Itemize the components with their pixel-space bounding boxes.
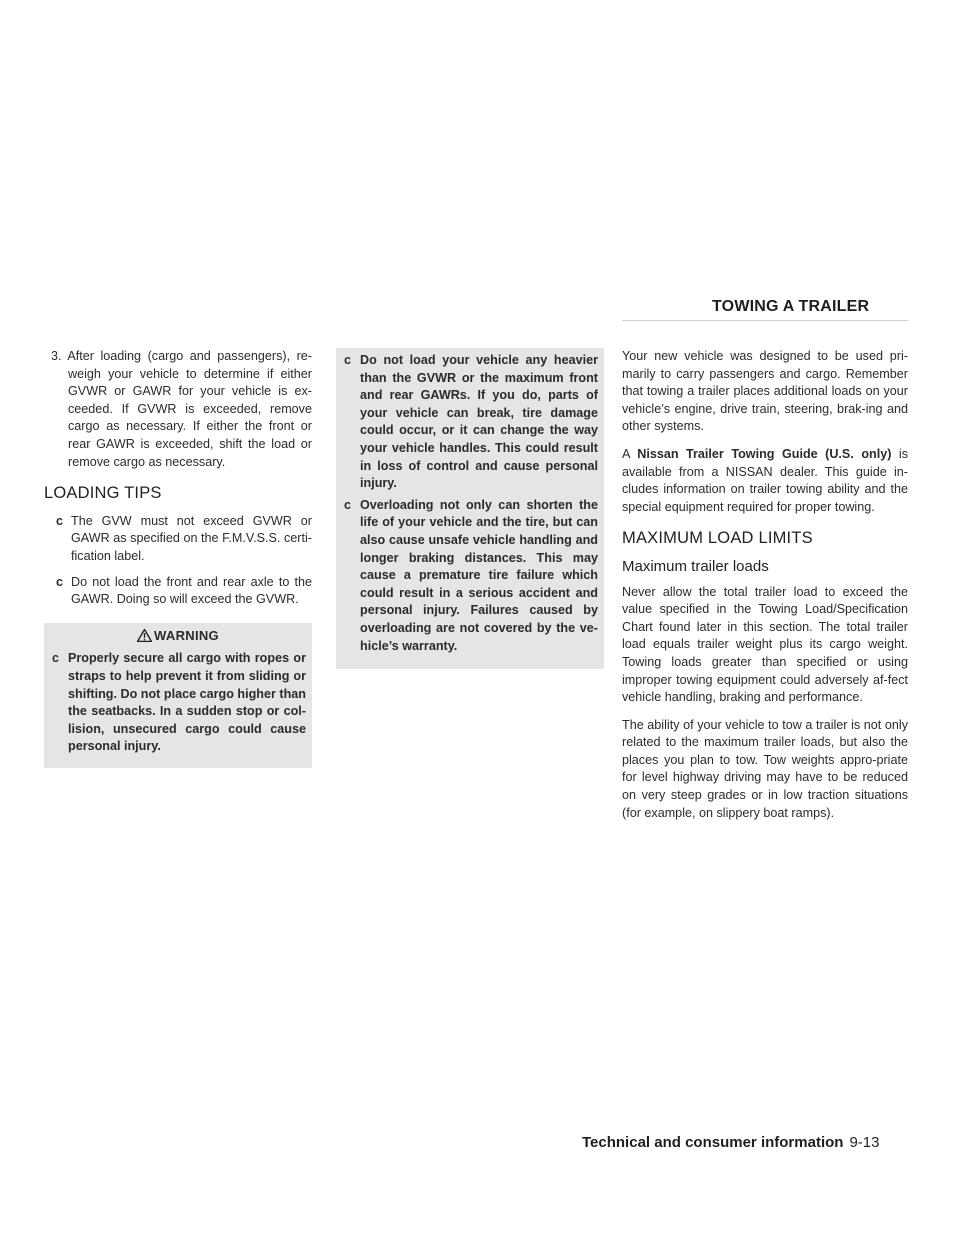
warning-list	[342, 352, 598, 655]
warning-text: Overloading not only can shorten the life of your vehicle and the tire, but can also cause unsafe vehicle handling and longer braking distances. This may cause a premature tire failure which could result in a serious accident and personal injury. Failures caused by overloading are not covered by the ve-hicle’s warranty.	[360, 497, 598, 653]
warning-box	[44, 623, 312, 768]
warning-text: Do not load your vehicle any heavier than the GVWR or the maximum front and rear GAWRs. If you do, parts of your vehicle can break, tire damage could occur, or it can change the way your vehicle handles. This could result in loss of control and cause personal injury.	[360, 353, 598, 491]
list-item	[342, 497, 598, 655]
loading-tips-list	[44, 513, 312, 609]
chapter-title: Technical and consumer information	[582, 1134, 844, 1151]
warning-text: Properly secure all cargo with ropes or straps to help prevent it from sliding or shifting. Do not place cargo higher than the seatbacks. In a sudden stop or col-lision, unsecured cargo could cause personal injury.	[68, 651, 306, 754]
bullet-glyph: c	[52, 651, 60, 666]
body-paragraph: The ability of your vehicle to tow a trailer is not only related to the maximum trailer loads, but also the places you plan to tow. Tow weights appro-priate for level highway driving may have to be reduced on very steep grades or in low traction situations (for example, on slippery boat ramps).	[622, 717, 908, 820]
guide-paragraph	[622, 446, 908, 516]
warning-label: WARNING	[154, 627, 219, 643]
bullet-glyph: c	[344, 497, 352, 512]
tip-text: Do not load the front and rear axle to the GAWR. Doing so will exceed the GVWR.	[71, 574, 312, 607]
left-column	[44, 348, 312, 768]
tip-text: The GVW must not exceed GVWR or GAWR as specified on the F.M.V.S.S. certi-fication label.	[71, 513, 312, 563]
step-3-text: After loading (cargo and passengers), re-weigh your vehicle to determine if either GVWR or GAWR for your vehicle is ex-ceeded. If GVWR is exceeded, remove cargo as necessary. If either the front or rear GAWR is exceeded, shift the load or remove cargo as necessary.	[67, 349, 313, 469]
section-title: TOWING A TRAILER	[712, 298, 870, 315]
bullet-glyph: c	[56, 574, 64, 589]
warning-triangle-icon	[137, 629, 152, 642]
step-3	[44, 348, 312, 471]
middle-column	[336, 348, 604, 669]
guide-rest: is available from a NISSAN dealer. This guide in-cludes information on trailer towing ability and the special equipment required for proper towing.	[622, 446, 908, 514]
loading-tips-heading: LOADING TIPS	[44, 484, 162, 503]
warning-box-continued	[336, 348, 604, 669]
guide-title: Nissan Trailer Towing Guide (U.S. only)	[637, 446, 892, 461]
bullet-glyph: c	[344, 353, 352, 367]
max-load-limits-heading: MAXIMUM LOAD LIMITS	[622, 529, 813, 548]
list-item	[342, 352, 598, 493]
step-3-number: 3.	[51, 349, 62, 363]
list-item	[44, 513, 312, 566]
page-number: 9-13	[849, 1134, 880, 1151]
list-item	[50, 650, 306, 756]
warning-list	[50, 650, 306, 756]
right-column	[622, 348, 908, 832]
body-paragraph: Never allow the total trailer load to exceed the value specified in the Towing Load/Specification Chart found later in this section. The total trailer load equals trailer weight plus its cargo weight. Towing loads greater than specified or using improper towing equipment could adversely af-fect vehicle handling, braking and performance.	[622, 584, 908, 705]
list-item	[44, 574, 312, 609]
page-footer	[582, 1134, 879, 1151]
bullet-glyph: c	[56, 513, 64, 528]
guide-prefix: A	[622, 446, 638, 461]
intro-paragraph: Your new vehicle was designed to be used pri-marily to carry passengers and cargo. Remember that towing a trailer places additional loads on your vehicle’s engine, drive train, steering, brak-ing and other systems.	[622, 349, 908, 434]
max-trailer-loads-subheading: Maximum trailer loads	[622, 557, 769, 575]
section-title-rule	[622, 320, 908, 321]
warning-header	[50, 623, 306, 651]
